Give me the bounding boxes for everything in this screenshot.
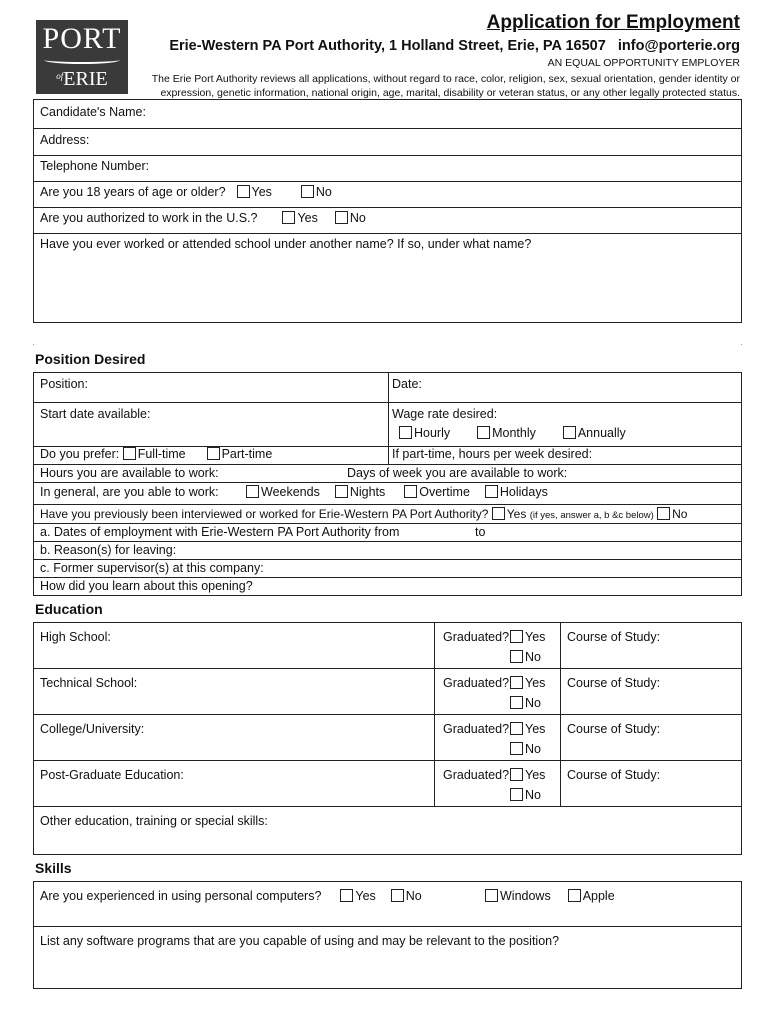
checkbox-icon <box>404 485 417 498</box>
pc-yes-checkbox[interactable] <box>340 889 375 903</box>
checkbox-icon <box>340 889 353 902</box>
apple-label: Apple <box>582 889 615 903</box>
checkbox-icon <box>282 211 295 224</box>
course-of-study-field[interactable]: Course of Study: <box>567 676 661 690</box>
checkbox-icon <box>485 889 498 902</box>
checkbox-icon <box>510 696 523 709</box>
graduated-yes-label: Yes <box>525 630 546 644</box>
employment-dates-to: to <box>475 525 486 539</box>
graduated-yes-checkbox[interactable] <box>510 722 545 736</box>
previous-yes-checkbox[interactable] <box>492 507 527 521</box>
checkbox-icon <box>335 485 348 498</box>
prefer-question <box>40 447 272 461</box>
days-available-field[interactable]: Days of week you are available to work: <box>347 466 568 480</box>
hourly-checkbox[interactable] <box>399 426 450 440</box>
windows-checkbox[interactable] <box>485 889 551 903</box>
graduated-no-label: No <box>525 650 541 664</box>
checkbox-icon <box>568 889 581 902</box>
graduated-no-checkbox[interactable] <box>510 742 541 756</box>
holidays-checkbox[interactable] <box>485 485 548 499</box>
os-options <box>485 889 615 903</box>
school-name-field[interactable]: Post-Graduate Education: <box>40 768 184 782</box>
checkbox-icon <box>492 507 505 520</box>
policy-line-2: expression, genetic information, national origin, age, marital, disability or veteran status, or any other legally protected status. <box>160 87 740 99</box>
pc-question-label: Are you experienced in using personal computers? <box>40 889 322 903</box>
school-name-field[interactable]: Technical School: <box>40 676 138 690</box>
previous-no-label: No <box>672 507 688 521</box>
previous-question-label: Have you previously been interviewed or worked for Erie-Western PA Port Authority? <box>40 507 489 521</box>
checkbox-icon <box>246 485 259 498</box>
fulltime-label: Full-time <box>137 447 186 461</box>
checkbox-icon <box>123 447 136 460</box>
telephone-field[interactable]: Telephone Number: <box>40 159 150 173</box>
hours-available-field[interactable]: Hours you are available to work: <box>40 466 219 480</box>
auth-yes-checkbox[interactable] <box>282 211 317 225</box>
able-options <box>246 485 548 499</box>
wage-options <box>399 426 626 440</box>
weekends-checkbox[interactable] <box>246 485 320 499</box>
org-email[interactable]: info@porterie.org <box>617 38 740 54</box>
pc-no-checkbox[interactable] <box>391 889 422 903</box>
school-name-field[interactable]: College/University: <box>40 722 145 736</box>
learn-opening-field[interactable]: How did you learn about this opening? <box>40 579 253 593</box>
checkbox-icon <box>301 185 314 198</box>
employment-dates-field[interactable]: a. Dates of employment with Erie-Western PA Port Authority from <box>40 525 400 539</box>
auth-question <box>40 211 366 225</box>
previous-yes-label: Yes <box>506 507 527 521</box>
auth-no-label: No <box>349 211 366 225</box>
checkbox-icon <box>485 485 498 498</box>
monthly-label: Monthly <box>492 426 536 440</box>
other-name-field[interactable]: Have you ever worked or attended school under another name? If so, under what name? <box>40 237 532 251</box>
skills-heading: Skills <box>35 860 72 876</box>
graduated-yes-label: Yes <box>525 676 546 690</box>
auth-yes-label: Yes <box>297 211 318 225</box>
graduated-yes-label: Yes <box>525 722 546 736</box>
nights-checkbox[interactable] <box>335 485 385 499</box>
annually-label: Annually <box>577 426 626 440</box>
org-address: Erie-Western PA Port Authority, 1 Holland Street, Erie, PA 16507 <box>169 38 606 54</box>
pc-yes-label: Yes <box>355 889 376 903</box>
software-programs-field[interactable]: List any software programs that are you capable of using and may be relevant to the position? <box>40 934 560 948</box>
graduated-yes-label: Yes <box>525 768 546 782</box>
nights-label: Nights <box>349 485 386 499</box>
windows-label: Windows <box>500 889 551 903</box>
checkbox-icon <box>657 507 670 520</box>
checkbox-icon <box>563 426 576 439</box>
graduated-label: Graduated? <box>443 768 510 782</box>
graduated-label: Graduated? <box>443 630 510 644</box>
parttime-label: Part-time <box>221 447 273 461</box>
previous-employment-question <box>40 507 687 521</box>
wage-rate-label: Wage rate desired: <box>392 407 498 421</box>
apple-checkbox[interactable] <box>568 889 615 903</box>
course-of-study-field[interactable]: Course of Study: <box>567 630 661 644</box>
candidate-name-field[interactable]: Candidate's Name: <box>40 105 146 119</box>
checkbox-icon <box>335 211 348 224</box>
monthly-checkbox[interactable] <box>477 426 536 440</box>
graduated-no-label: No <box>525 696 541 710</box>
graduated-yes-checkbox[interactable] <box>510 676 545 690</box>
course-of-study-field[interactable]: Course of Study: <box>567 722 661 736</box>
pc-question <box>40 889 422 903</box>
school-name-field[interactable]: High School: <box>40 630 111 644</box>
prefer-label: Do you prefer: <box>40 447 120 461</box>
position-field[interactable]: Position: <box>40 377 88 391</box>
previous-note: (if yes, answer a, b &c below) <box>529 510 654 521</box>
age-yes-label: Yes <box>251 185 272 199</box>
checkbox-icon <box>207 447 220 460</box>
annually-checkbox[interactable] <box>563 426 626 440</box>
previous-no-checkbox[interactable] <box>657 507 687 521</box>
graduated-yes-checkbox[interactable] <box>510 630 545 644</box>
parttime-checkbox[interactable] <box>207 447 273 461</box>
form-title: Application for Employment <box>486 12 740 33</box>
education-heading: Education <box>35 601 103 617</box>
auth-question-label: Are you authorized to work in the U.S.? <box>40 211 258 225</box>
graduated-yes-checkbox[interactable] <box>510 768 545 782</box>
overtime-checkbox[interactable] <box>404 485 470 499</box>
checkbox-icon <box>510 742 523 755</box>
checkbox-icon <box>510 676 523 689</box>
checkbox-icon <box>510 650 523 663</box>
parttime-hours-field[interactable]: If part-time, hours per week desired: <box>392 447 593 461</box>
age-question-label: Are you 18 years of age or older? <box>40 185 226 199</box>
overtime-label: Overtime <box>419 485 470 499</box>
age-no-label: No <box>315 185 332 199</box>
port-of-erie-logo: PORT $^{of}$ERIE <box>36 20 128 94</box>
former-supervisor-field[interactable]: c. Former supervisor(s) at this company: <box>40 561 264 575</box>
graduated-no-checkbox[interactable] <box>510 650 541 664</box>
able-question-label: In general, are you able to work: <box>40 485 219 499</box>
holidays-label: Holidays <box>499 485 548 499</box>
checkbox-icon <box>237 185 250 198</box>
other-education-field[interactable]: Other education, training or special skills: <box>40 814 268 828</box>
position-desired-heading: Position Desired <box>35 351 146 367</box>
age-question <box>40 185 332 199</box>
start-date-field[interactable]: Start date available: <box>40 407 151 421</box>
graduated-no-checkbox[interactable] <box>510 696 541 710</box>
checkbox-icon <box>510 722 523 735</box>
reason-leaving-field[interactable]: b. Reason(s) for leaving: <box>40 543 177 557</box>
checkbox-icon <box>399 426 412 439</box>
graduated-no-label: No <box>525 788 541 802</box>
age-no-checkbox[interactable] <box>301 185 332 199</box>
fulltime-checkbox[interactable] <box>123 447 186 461</box>
checkbox-icon <box>510 768 523 781</box>
eoe-statement: AN EQUAL OPPORTUNITY EMPLOYER <box>547 57 740 69</box>
checkbox-icon <box>477 426 490 439</box>
date-field[interactable]: Date: <box>392 377 422 391</box>
pc-no-label: No <box>405 889 422 903</box>
checkbox-icon <box>510 788 523 801</box>
hourly-label: Hourly <box>414 426 451 440</box>
graduated-label: Graduated? <box>443 676 510 690</box>
graduated-label: Graduated? <box>443 722 510 736</box>
graduated-no-label: No <box>525 742 541 756</box>
org-address-line <box>169 38 740 54</box>
policy-line-1: The Erie Port Authority reviews all applications, without regard to race, color, religion, sex, sexual orientation, gender identity or <box>151 73 740 85</box>
age-yes-checkbox[interactable] <box>237 185 272 199</box>
checkbox-icon <box>510 630 523 643</box>
address-field[interactable]: Address: <box>40 133 90 147</box>
graduated-no-checkbox[interactable] <box>510 788 541 802</box>
checkbox-icon <box>391 889 404 902</box>
weekends-label: Weekends <box>261 485 320 499</box>
course-of-study-field[interactable]: Course of Study: <box>567 768 661 782</box>
auth-no-checkbox[interactable] <box>335 211 366 225</box>
